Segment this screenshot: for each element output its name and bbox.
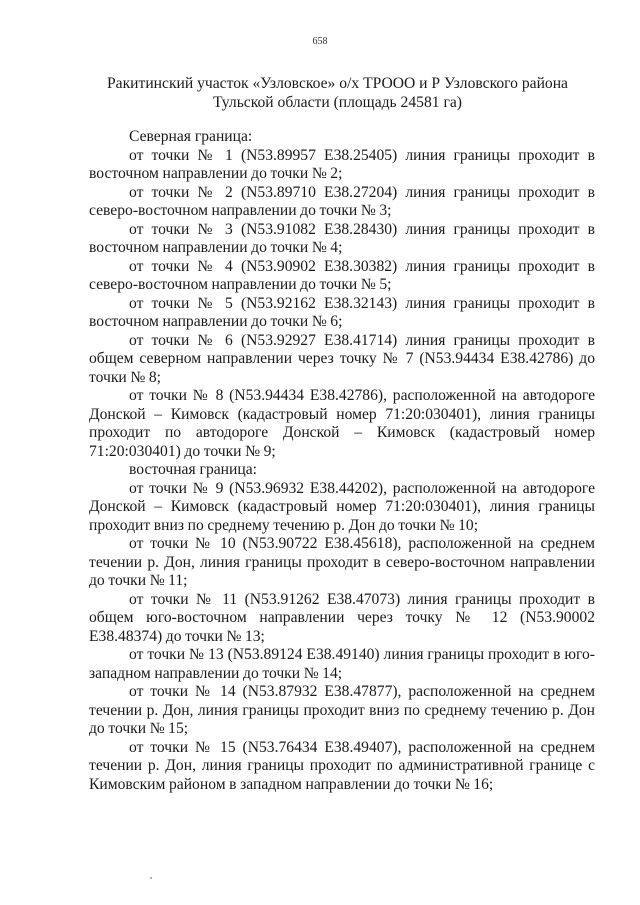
boundary-paragraph: от точки № 1 (N53.89957 E38.25405) линия границы проходит в восточном направлении до точки № 2;	[89, 146, 595, 182]
boundary-paragraph: от точки № 2 (N53.89710 E38.27204) линия границы проходит в северо-восточном направлении до точки № 3;	[89, 183, 595, 219]
boundary-paragraph: от точки № 4 (N53.90902 E38.30382) линия границы проходит в северо-восточном направлении до точки № 5;	[89, 257, 595, 293]
boundary-paragraph: от точки № 15 (N53.76434 E38.49407), расположенной на среднем течении р. Дон, линия границы проходит по административной границе с Кимовским районом в западном направлении до точки № 16;	[89, 738, 595, 793]
north-boundary-heading: Северная граница:	[129, 128, 253, 145]
page-number: 658	[312, 36, 328, 47]
boundary-paragraph: от точки № 14 (N53.87932 E38.47877), расположенной на среднем течении р. Дон, линия границы проходит вниз по среднему течению р. Дон до точки № 15;	[89, 683, 595, 737]
boundary-paragraph: от точки № 3 (N53.91082 E38.28430) линия границы проходит в восточном направлении до точки № 4;	[89, 220, 595, 256]
east-boundary-heading: восточная граница:	[129, 461, 257, 478]
boundary-paragraph: от точки № 6 (N53.92927 E38.41714) линия границы проходит в общем северном направлении через точку № 7 (N53.94434 E38.42786) до точки № 8;	[89, 331, 595, 386]
boundary-paragraph: от точки № 9 (N53.96932 E38.44202), расположенной на автодороге Донской – Кимовск (кадастровый номер 71:20:030401), линия границы проходит вниз по среднему течению р. Дон до точки № 10;	[89, 479, 595, 534]
boundary-paragraph: от точки № 10 (N53.90722 E38.45618), расположенной на среднем течении р. Дон, линия границы проходит в северо-восточном направлении до точки № 11;	[89, 535, 595, 589]
title-line-1: Ракитинский участок «Узловское» о/х ТРООО и Р Узловского района	[107, 75, 568, 92]
boundary-paragraph: от точки № 8 (N53.94434 E38.42786), расположенной на автодороге Донской – Кимовск (кадастровый номер 71:20:030401), линия границы проходит по автодороге Донской – Кимовск (кадастровый номер 71:20:030401) до точки № 9;	[89, 387, 595, 460]
boundary-paragraph: от точки № 11 (N53.91262 E38.47073) линия границы проходит в общем юго-восточном направлении через точку № 12 (N53.90002 E38.48374) до точки № 13;	[89, 590, 595, 645]
title-line-2: Тульской области (площадь 24581 га)	[213, 94, 462, 111]
boundary-paragraph: от точки № 5 (N53.92162 E38.32143) линия границы проходит в восточном направлении до точки № 6;	[89, 294, 595, 330]
boundary-paragraph: от точки № 13 (N53.89124 E38.49140) линия границы проходит в юго-западном направлении до точки № 14;	[89, 646, 595, 682]
document-body	[89, 128, 595, 794]
document-title	[80, 74, 595, 112]
scan-artifact	[150, 877, 152, 879]
